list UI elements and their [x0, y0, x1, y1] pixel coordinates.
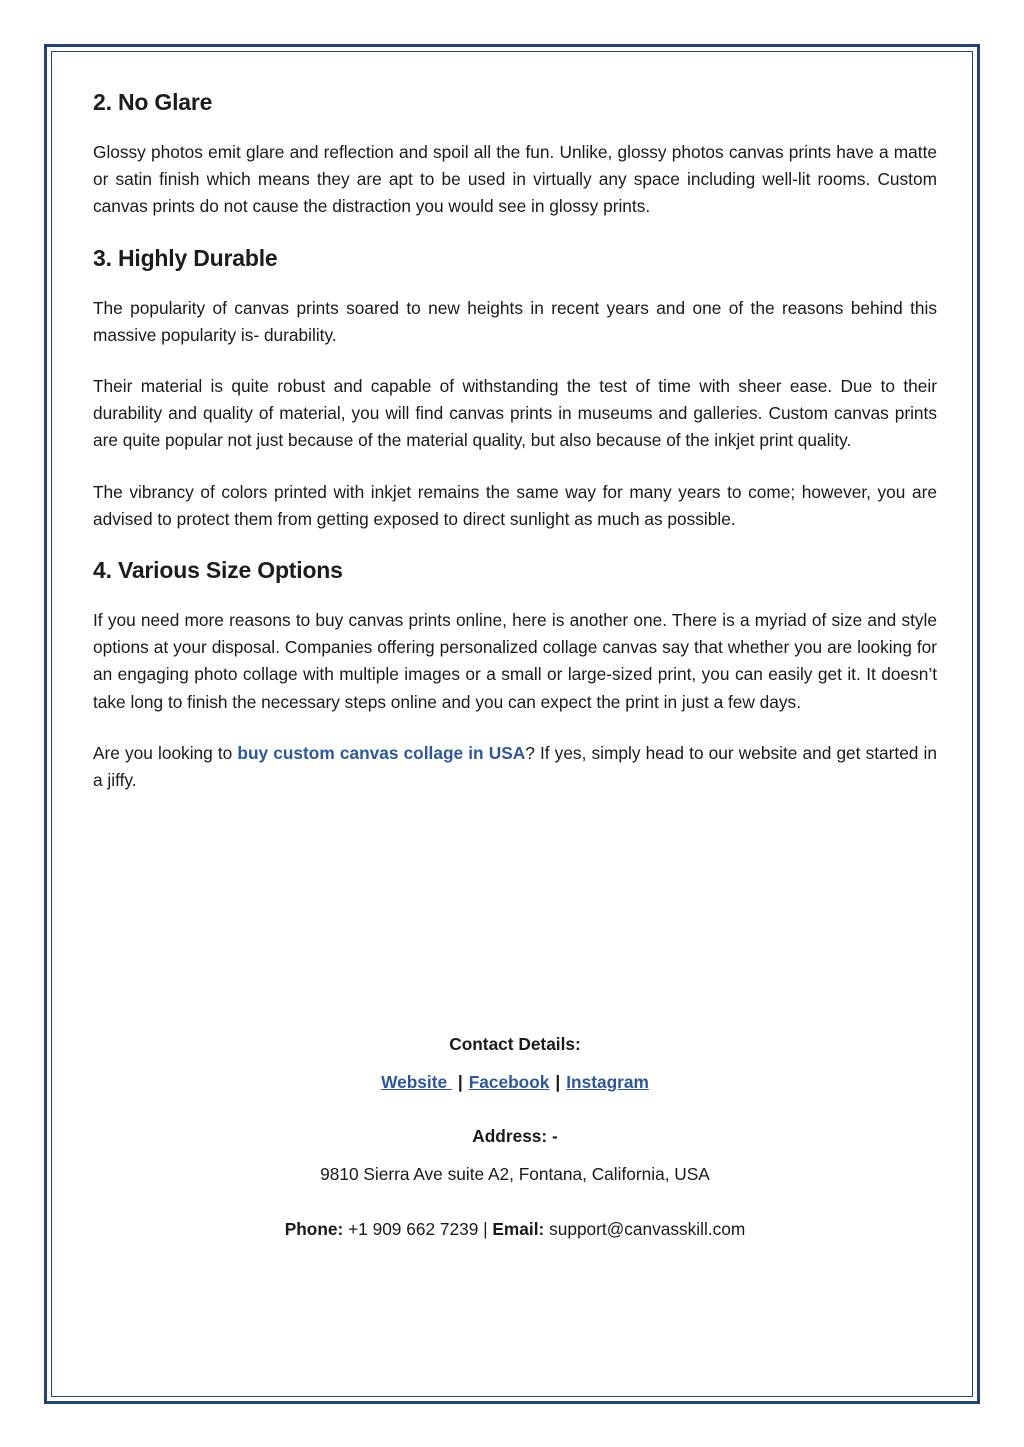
paragraph-durable-1: The popularity of canvas prints soared to new heights in recent years and one of the reasons behind this massive popularity is- durability.	[93, 297, 937, 345]
paragraph-closing	[93, 740, 937, 794]
email-label: Email:	[492, 1219, 545, 1239]
contact-links	[93, 1072, 937, 1093]
phone-label: Phone:	[284, 1219, 344, 1239]
phone-value: +1 909 662 7239 |	[343, 1219, 493, 1239]
section-heading-no-glare: 2. No Glare	[93, 89, 213, 115]
link-separator: |	[457, 1072, 463, 1092]
instagram-link[interactable]: Instagram	[566, 1072, 649, 1092]
closing-text-before: Are you looking to	[93, 742, 238, 763]
paragraph-durable-2: Their material is quite robust and capable of withstanding the test of time with sheer ease. Due to their durability and quality of material, you will find canvas prints in museums and galleries. Custom canvas prints are quite popular not just because of the material quality, but also because of the inkjet print quality.	[93, 376, 937, 451]
document-body	[93, 84, 937, 794]
paragraph-durable-3: The vibrancy of colors printed with inkjet remains the same way for many years to come; however, you are advised to protect them from getting exposed to direct sunlight as much as possible.	[93, 481, 937, 529]
facebook-link[interactable]: Facebook	[468, 1072, 550, 1092]
section-heading-highly-durable: 3. Highly Durable	[93, 244, 278, 271]
link-separator: |	[555, 1072, 561, 1092]
paragraph-size-options: If you need more reasons to buy canvas prints online, here is another one. There is a myriad of size and style options at your disposal. Companies offering personalized collage canvas say that whether you are looking for an engaging photo collage with multiple images or a small or large-sized print, you can easily get it. It doesn’t take long to finish the necessary steps online and you can expect the print in just a few days.	[93, 610, 937, 712]
paragraph-no-glare: Glossy photos emit glare and reflection and spoil all the fun. Unlike, glossy photos canvas prints have a matte or satin finish which means they are apt to be used in virtually any space including well-lit rooms. Custom canvas prints do not cause the distraction you would see in glossy prints.	[93, 142, 937, 217]
address-label: Address: -	[472, 1126, 558, 1146]
contact-details-title: Contact Details:	[449, 1034, 581, 1054]
closing-text-after: ? If yes, simply head to our website and get started in a jiffy.	[93, 742, 937, 791]
section-heading-size-options: 4. Various Size Options	[93, 557, 343, 584]
email-value: support@canvasskill.com	[544, 1219, 746, 1239]
website-link[interactable]: Website	[381, 1072, 452, 1092]
address-value: 9810 Sierra Ave suite A2, Fontana, California, USA	[320, 1164, 710, 1184]
phone-email-line	[93, 1219, 937, 1240]
buy-canvas-collage-link[interactable]: buy custom canvas collage in USA	[237, 742, 526, 763]
